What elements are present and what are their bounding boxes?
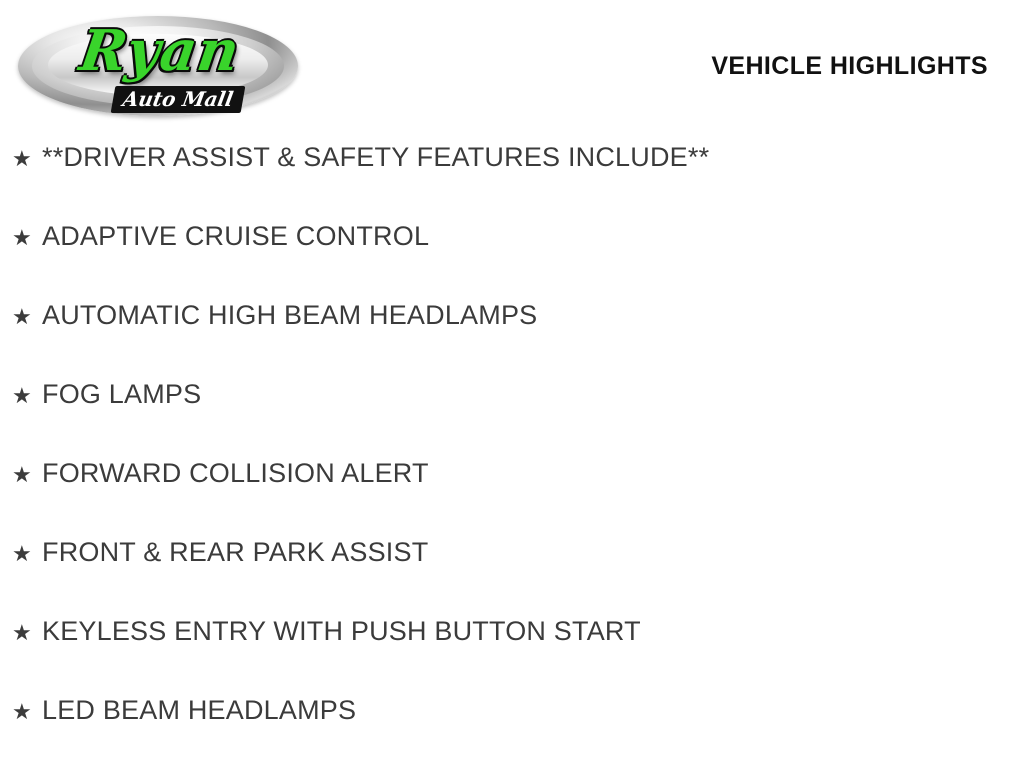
star-icon: ★: [12, 383, 32, 408]
list-item-label: FRONT & REAR PARK ASSIST: [42, 537, 429, 567]
list-item: [0, 379, 1024, 458]
list-item-label: KEYLESS ENTRY WITH PUSH BUTTON START: [42, 616, 641, 646]
star-icon: ★: [12, 225, 32, 250]
star-icon: ★: [12, 146, 32, 171]
star-icon: ★: [12, 304, 32, 329]
star-icon: ★: [12, 699, 32, 724]
page-header: [0, 0, 1024, 130]
list-item-label: AUTOMATIC HIGH BEAM HEADLAMPS: [42, 300, 538, 330]
list-item: [0, 142, 1024, 221]
star-icon: ★: [12, 541, 32, 566]
list-item-label: **DRIVER ASSIST & SAFETY FEATURES INCLUDE**: [42, 142, 710, 172]
list-item: [0, 300, 1024, 379]
list-item: [0, 458, 1024, 537]
list-item-label: FOG LAMPS: [42, 379, 202, 409]
list-item: [0, 221, 1024, 300]
list-item: [0, 616, 1024, 695]
star-icon: ★: [12, 620, 32, 645]
list-item: [0, 537, 1024, 616]
list-item-label: FORWARD COLLISION ALERT: [42, 458, 429, 488]
logo-brand-text: Ryan: [75, 18, 245, 84]
list-item-label: ADAPTIVE CRUISE CONTROL: [42, 221, 430, 251]
vehicle-highlights-list: [0, 142, 1024, 768]
logo-sub-text: Auto Mall: [111, 86, 246, 113]
list-item: [0, 695, 1024, 768]
list-item-label: LED BEAM HEADLAMPS: [42, 695, 357, 725]
ryan-auto-mall-logo: [18, 8, 298, 123]
star-icon: ★: [12, 462, 32, 487]
page-title: VEHICLE HIGHLIGHTS: [711, 52, 988, 80]
